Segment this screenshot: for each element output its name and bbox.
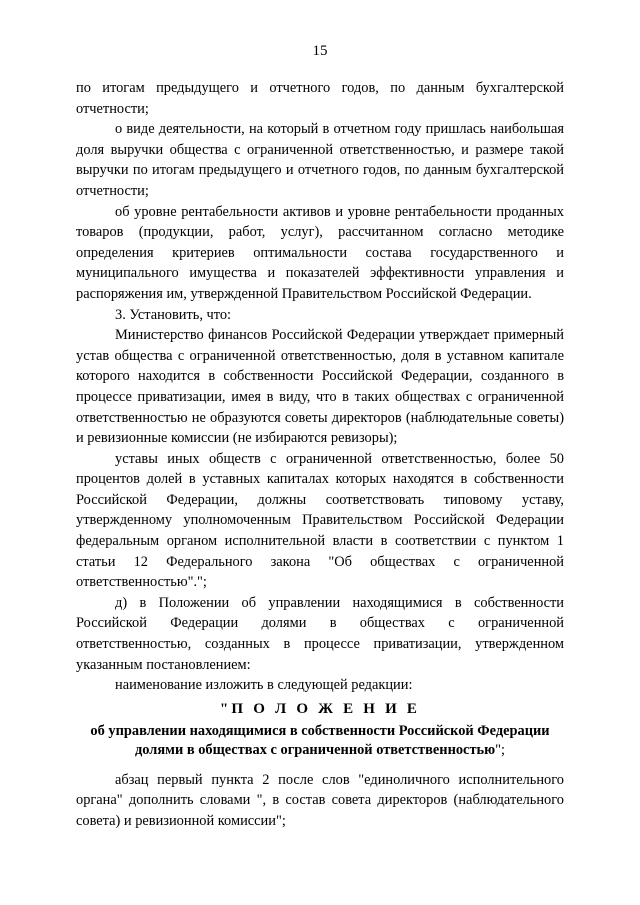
paragraph-closing: абзац первый пункта 2 после слов "единоличного исполнительного органа" дополнить словами ", в состав совета директоров (наблюдательного совета) и ревизионной комиссии"; xyxy=(76,771,564,829)
paragraph-regulation-d: д) в Положении об управлении находящимися в собственности Российской Федерации долями в обществах с ограниченной ответственностью, созданных в процессе приватизации, утвержденном указанным постановлением: xyxy=(76,594,564,673)
regulation-subheading-tail: "; xyxy=(495,741,505,758)
regulation-heading: "П О Л О Ж Е Н И Е xyxy=(219,700,421,717)
paragraph-continuation: по итогам предыдущего и отчетного годов, по данным бухгалтерской отчетности; xyxy=(76,80,564,117)
paragraph-item-3: 3. Установить, что: xyxy=(115,306,232,323)
page-number: 15 xyxy=(312,43,328,59)
paragraph-profitability: об уровне рентабельности активов и уровне рентабельности проданных товаров (продукции, работ, услуг), рассчитанном согласно методике определения критериев оптимальности состава государственного и муниципального имущества и показателей эффективности управления и распоряжения им, утвержденной Правительством Российской Федерации. xyxy=(76,203,564,302)
document-body xyxy=(76,78,564,832)
paragraph-activity-type: о виде деятельности, на который в отчетном году пришлась наибольшая доля выручки общества с ограниченной ответственностью, и размере такой выручки по итогам предыдущего и отчетного годов, по данным бухгалтерской отчетности; xyxy=(76,121,564,199)
paragraph-title-edition: наименование изложить в следующей редакции: xyxy=(115,677,413,694)
regulation-subheading-text: об управлении находящимися в собственности Российской Федерации долями в обществах с ограниченной ответственностью xyxy=(90,722,550,758)
paragraph-other-charters: уставы иных обществ с ограниченной ответственностью, более 50 процентов долей в уставных капиталах которых находятся в собственности Российской Федерации, должны соответствовать типовому уставу, утвержденному уполномоченным Правительством Российской Федерации федеральным органом исполнительной власти в соответствии с пунктом 1 статьи 12 Федерального закона "Об обществах с ограниченной ответственностью"."; xyxy=(76,450,564,591)
regulation-subheading xyxy=(76,722,564,760)
paragraph-ministry-finance: Министерство финансов Российской Федерации утверждает примерный устав общества с ограниченной ответственностью, доля в уставном капитале которого находится в собственности Российской Федерации, созданного в процессе приватизации, имея в виду, что в таких обществах с ограниченной ответственностью не образуются советы директоров (наблюдательные советы) и ревизионные комиссии (не избираются ревизоры); xyxy=(76,327,564,447)
